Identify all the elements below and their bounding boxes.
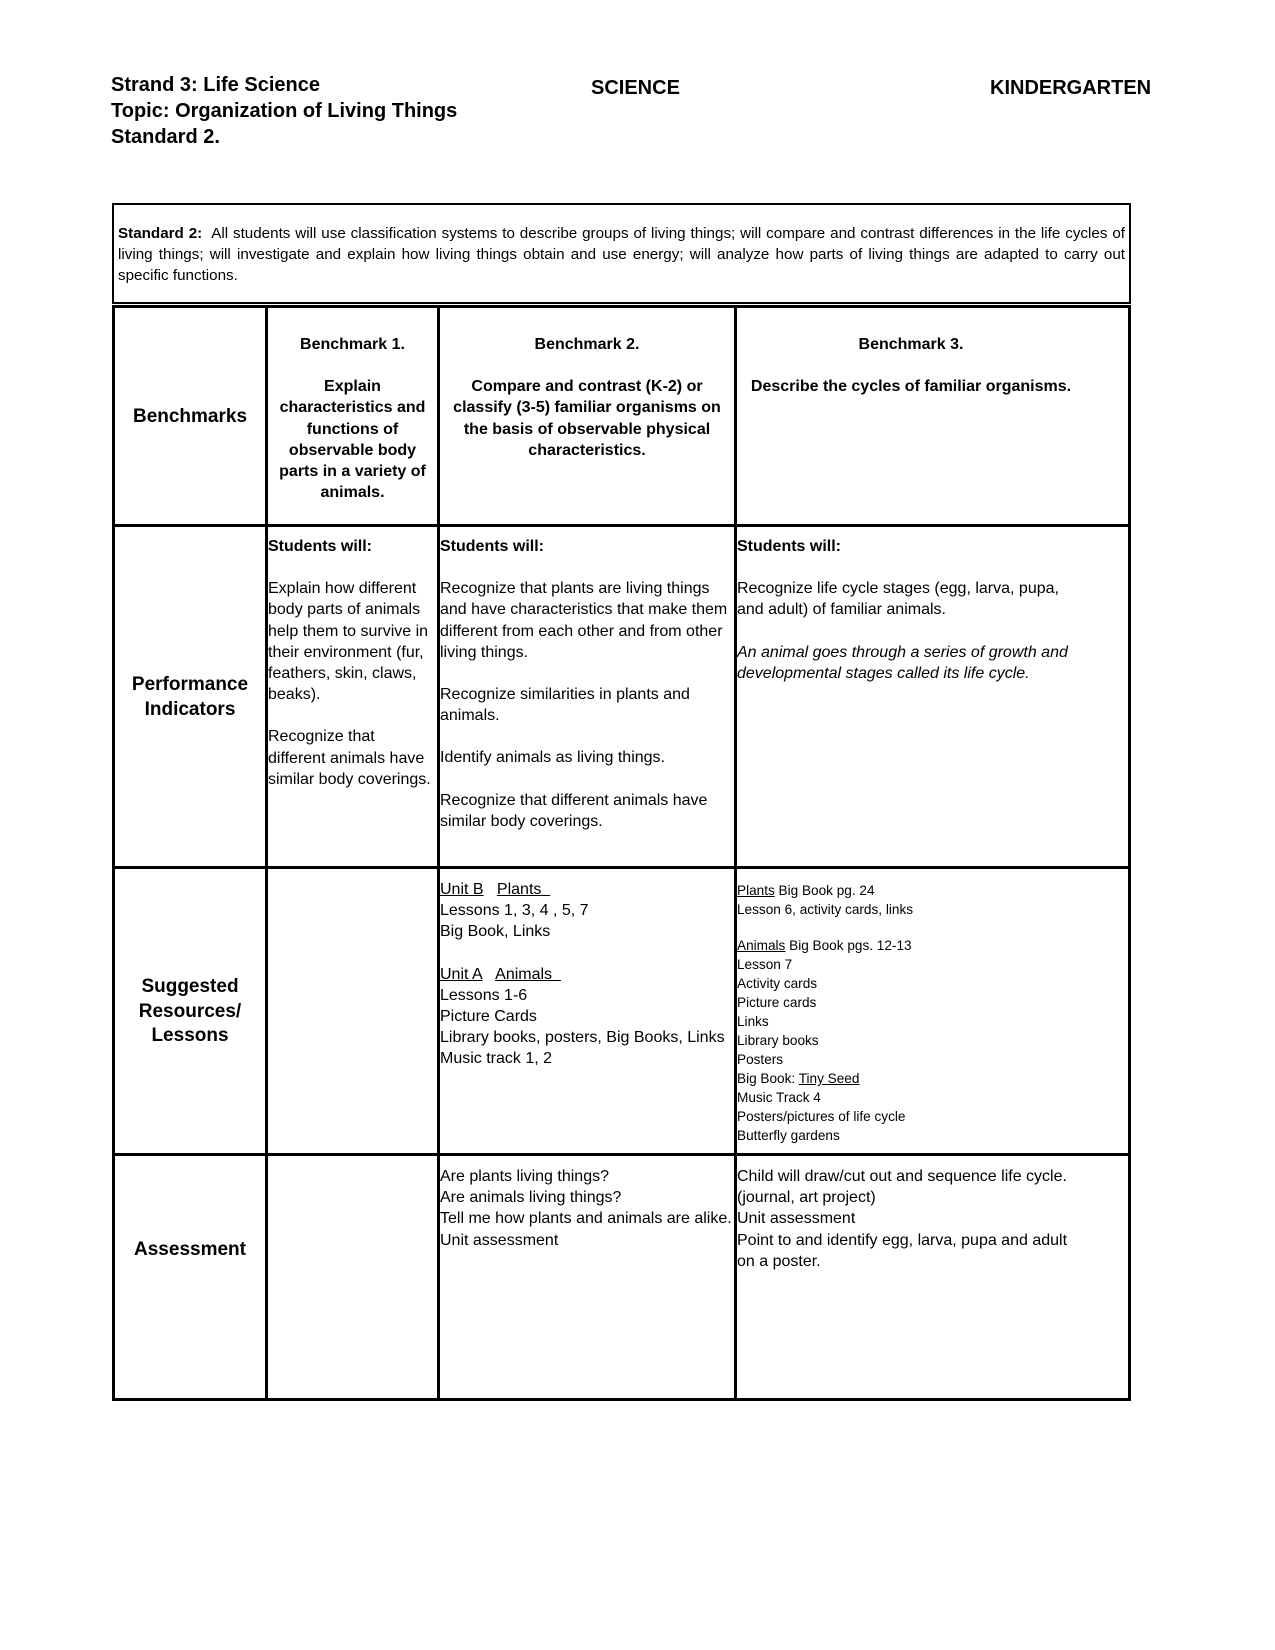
- performance-col-1: [268, 536, 435, 790]
- benchmark-2: [440, 334, 734, 461]
- unit-b-plants: Plants: [496, 881, 542, 898]
- students-will-label: Students will:: [440, 538, 544, 555]
- plants-link: Plants: [737, 883, 775, 898]
- resource-text: Big Book pg. 24: [774, 883, 875, 898]
- benchmark-1: [268, 334, 437, 503]
- unit-a-label: Unit A: [440, 965, 483, 983]
- row-divider: [115, 866, 1128, 869]
- subject-title: SCIENCE: [591, 77, 680, 99]
- page-header-left: [111, 72, 457, 150]
- benchmark-3-text: Describe the cycles of familiar organisms.: [750, 378, 1072, 396]
- row-divider: [115, 524, 1128, 527]
- performance-text: Recognize that different animals have similar body coverings.: [268, 728, 431, 788]
- resources-col-2: [440, 879, 732, 1070]
- performance-text: Recognize life cycle stages (egg, larva, pupa, and adult) of familiar animals.: [737, 580, 1059, 619]
- resource-text: Lesson 7 Activity cards Picture cards Links Library books Posters: [737, 957, 819, 1067]
- row-header-resources: Suggested Resources/ Lessons: [138, 976, 242, 1046]
- standard-box: [112, 203, 1131, 304]
- assessment-text: Child will draw/cut out and sequence life cycle. (journal, art project) Unit assessment Point to and identify egg, larva, pupa and adult on a poster.: [737, 1168, 1068, 1270]
- students-will-label: Students will:: [268, 538, 372, 555]
- performance-col-2: [440, 536, 732, 832]
- benchmark-1-text: Explain characteristics and functions of observable body parts in a variety of animals.: [279, 378, 426, 502]
- performance-text: Identify animals as living things.: [440, 749, 665, 767]
- assessment-text: Are plants living things? Are animals living things? Tell me how plants and animals are alike. Unit assessment: [440, 1168, 732, 1249]
- performance-text: Recognize similarities in plants and animals.: [440, 686, 690, 725]
- benchmark-2-title: Benchmark 2.: [534, 336, 640, 353]
- row-header-benchmarks: Benchmarks: [132, 406, 248, 427]
- row-header-assessment: Assessment: [134, 1239, 246, 1260]
- standard-text: All students will use classification systems to describe groups of living things; will compare and contrast differences in the life cycles of living things; will investigate and explain how living things obtain and use energy; will analyze how parts of living things are adapted to carry out specific functions.: [118, 225, 1126, 284]
- unit-b-label: Unit B: [440, 881, 484, 898]
- performance-text: Recognize that different animals have similar body coverings.: [440, 791, 708, 830]
- resource-text: Lessons 1, 3, 4 , 5, 7 Big Book, Links: [440, 902, 589, 941]
- strand-title: Strand 3: Life Science: [111, 74, 320, 96]
- grade-title: KINDERGARTEN: [990, 77, 1152, 99]
- benchmark-2-text: Compare and contrast (K-2) or classify (3-5) familiar organisms on the basis of observable physical characteristics.: [453, 378, 721, 459]
- performance-text: Recognize that plants are living things and have characteristics that make them different from each other and from other living things.: [440, 580, 728, 661]
- row-divider: [115, 1153, 1128, 1156]
- benchmark-3-title: Benchmark 3.: [858, 336, 964, 353]
- performance-italic-text: An animal goes through a series of growth and developmental stages called its life cycle.: [737, 643, 1068, 682]
- standard-title: Standard 2.: [111, 126, 220, 148]
- resources-col-3: [737, 881, 1082, 1145]
- resource-text: Lesson 6, activity cards, links: [737, 902, 914, 917]
- benchmark-3: [737, 334, 1085, 397]
- resource-text: Music Track 4 Posters/pictures of life cycle Butterfly gardens: [737, 1090, 906, 1143]
- row-header-performance: Performance Indicators: [131, 674, 249, 720]
- animals-link: Animals: [737, 938, 786, 953]
- performance-text: Explain how different body parts of animals help them to survive in their environment (fur, feathers, skin, claws, beaks).: [268, 580, 429, 704]
- resource-text: Big Book pgs. 12-13: [785, 938, 912, 953]
- standard-description: [118, 223, 1125, 286]
- curriculum-table: [112, 305, 1131, 1401]
- performance-col-3: [737, 536, 1082, 684]
- tiny-seed-title: Tiny Seed: [798, 1071, 860, 1086]
- students-will-label: Students will:: [737, 538, 841, 555]
- unit-a-animals: Animals: [495, 965, 553, 983]
- assessment-col-3: [737, 1166, 1082, 1272]
- assessment-col-2: [440, 1166, 732, 1251]
- standard-label: Standard 2:: [118, 225, 203, 242]
- benchmark-1-title: Benchmark 1.: [300, 336, 405, 353]
- resource-text: Big Book:: [737, 1071, 799, 1086]
- topic-title: Topic: Organization of Living Things: [111, 100, 458, 122]
- resource-text: Lessons 1-6 Picture Cards Library books, posters, Big Books, Links Music track 1, 2: [440, 986, 725, 1068]
